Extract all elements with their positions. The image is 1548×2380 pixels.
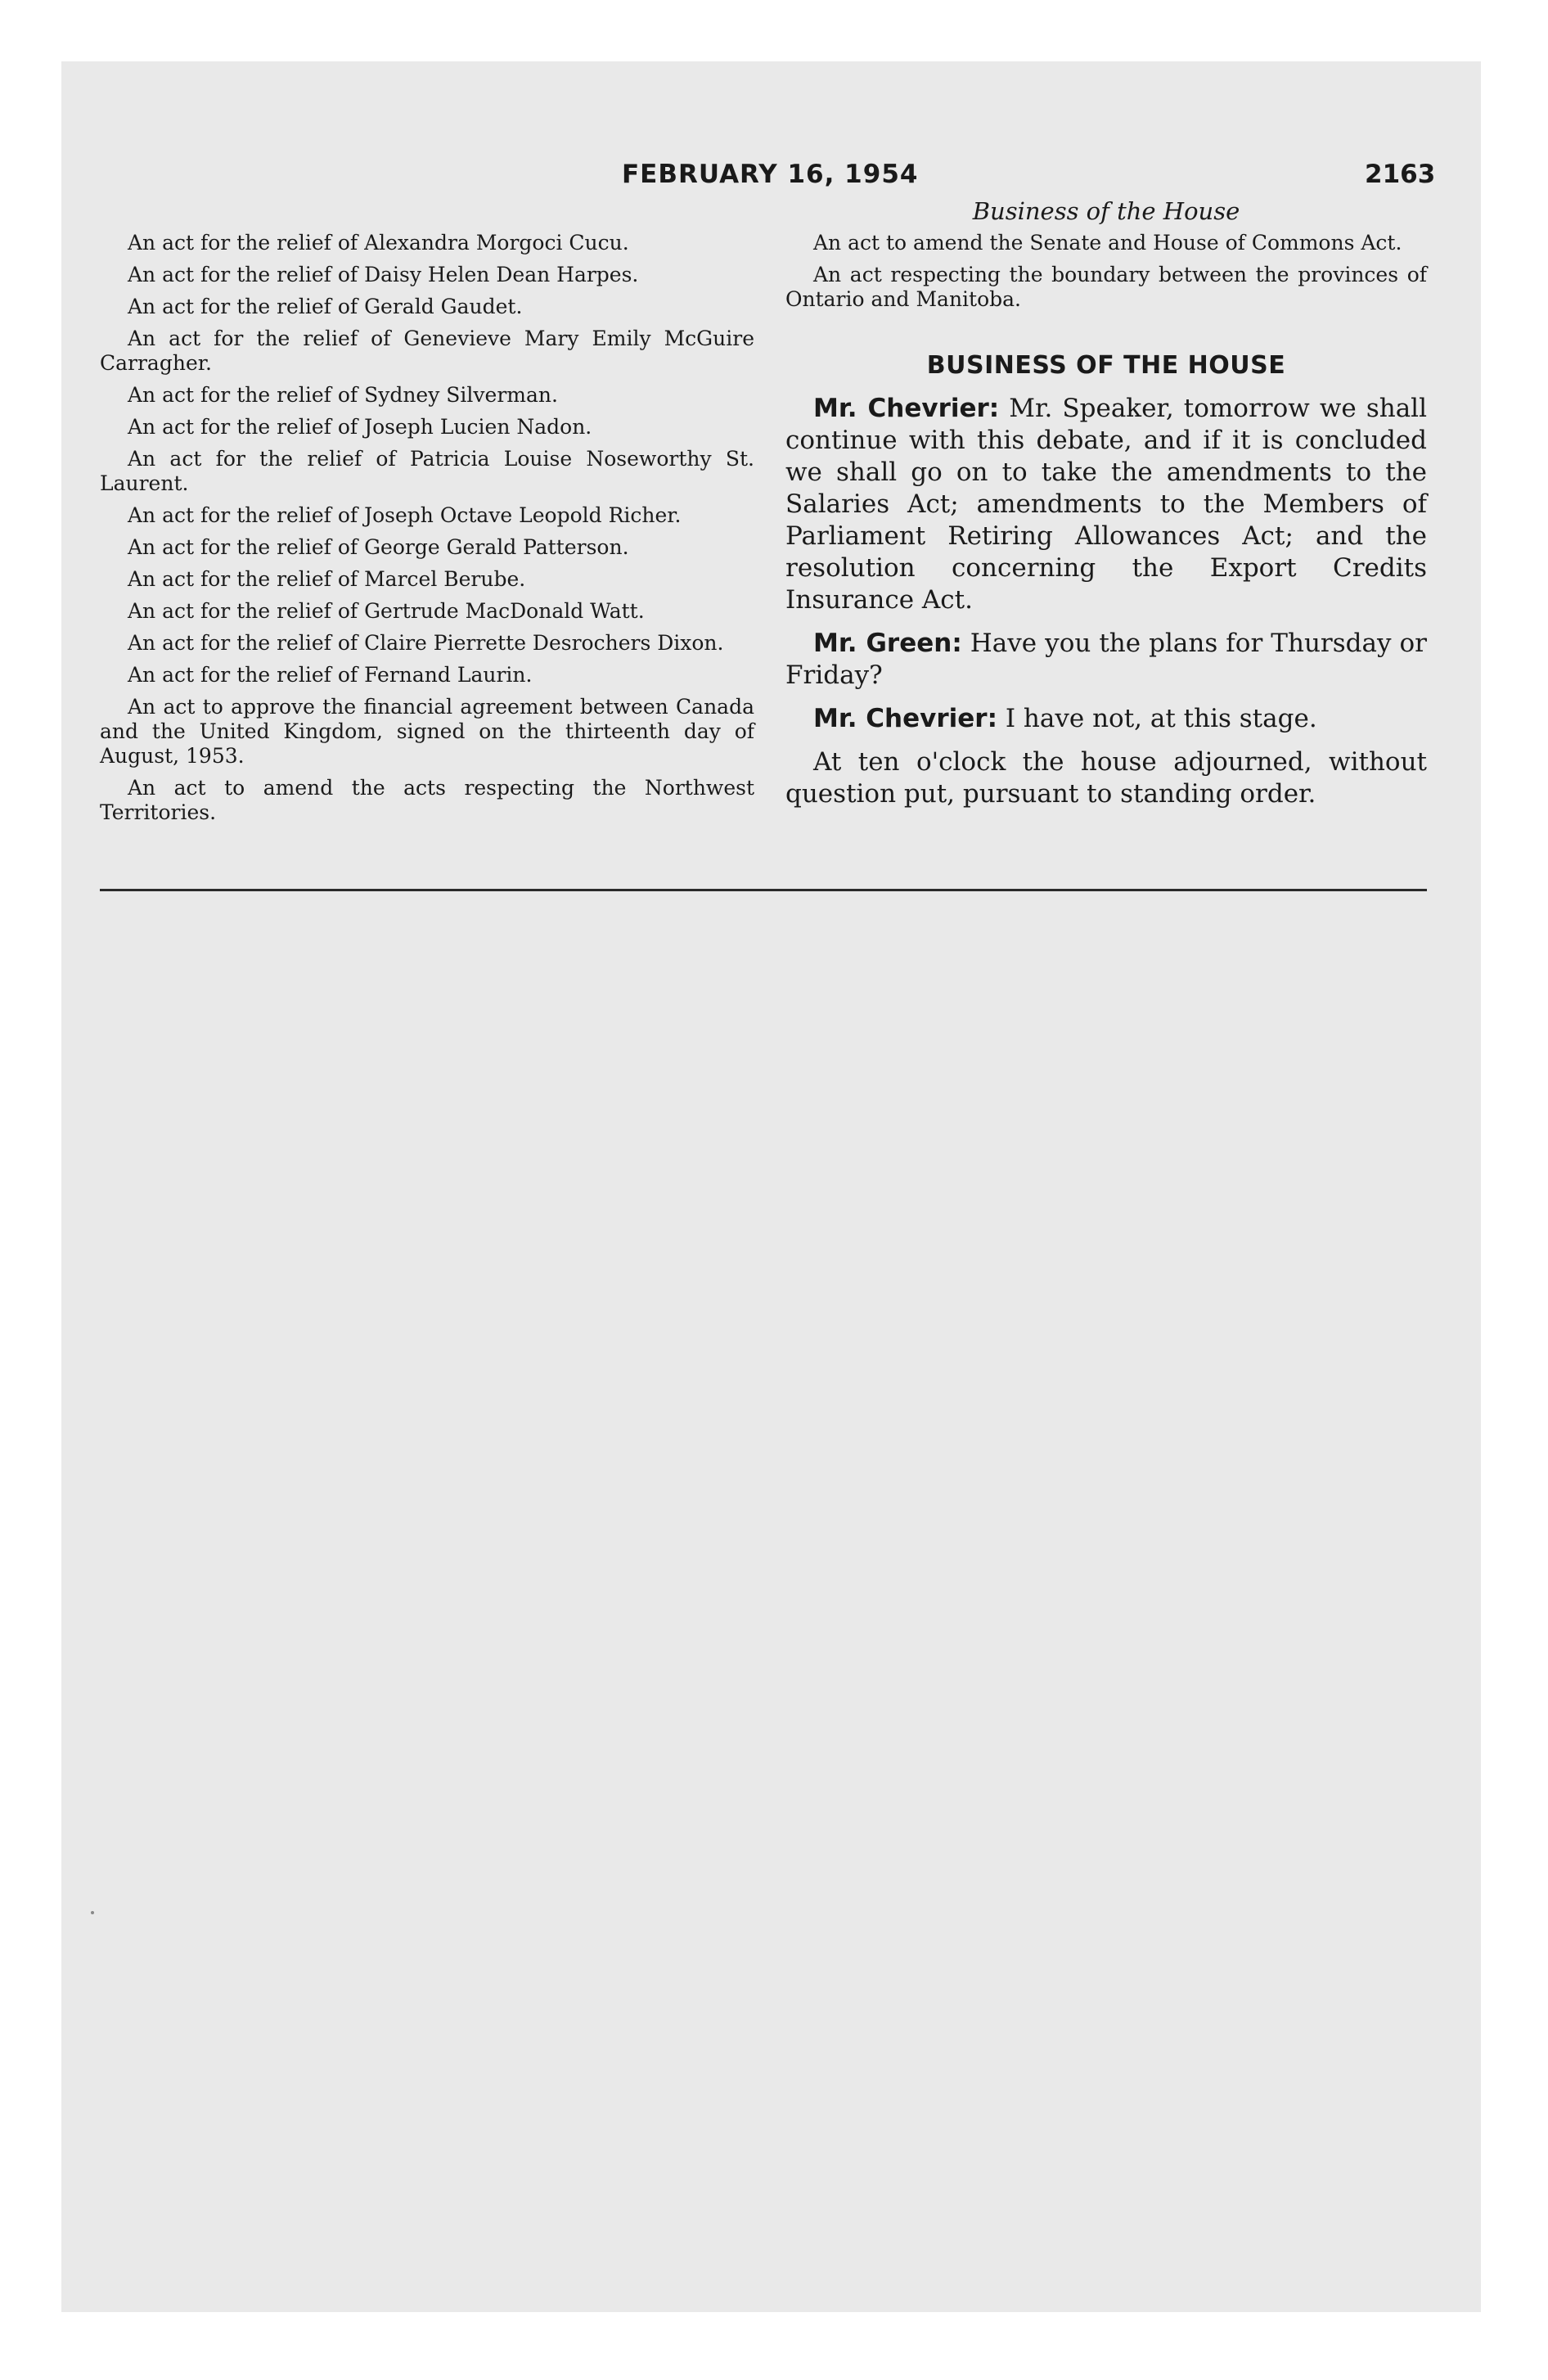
speaker-name: Mr. Green: <box>813 629 962 658</box>
act-item: An act for the relief of Joseph Octave Leopold Richer. <box>128 503 682 527</box>
right-column <box>785 196 1427 822</box>
page-header <box>0 160 1548 192</box>
page-number: 2163 <box>1365 160 1436 189</box>
act-item: An act for the relief of Sydney Silverman. <box>128 383 558 407</box>
speech-paragraph <box>785 393 1427 616</box>
act-item: An act for the relief of Marcel Berube. <box>128 567 526 591</box>
speech-text: I have not, at this stage. <box>1005 704 1317 733</box>
act-item: An act for the relief of Joseph Lucien Nadon. <box>128 415 592 439</box>
act-item: An act to amend the Senate and House of Commons Act. <box>813 231 1402 255</box>
scan-speck <box>91 1911 94 1914</box>
section-heading: BUSINESS OF THE HOUSE <box>926 351 1286 380</box>
horizontal-rule <box>100 889 1427 891</box>
act-item: An act for the relief of Fernand Laurin. <box>128 663 533 687</box>
act-item: An act for the relief of Daisy Helen Dean Harpes. <box>128 263 639 286</box>
act-item: An act for the relief of Claire Pierrette Desrochers Dixon. <box>128 631 724 655</box>
running-head: Business of the House <box>972 197 1240 225</box>
act-item: An act for the relief of Genevieve Mary Emily McGuire Carragher. <box>100 327 754 375</box>
act-item: An act for the relief of Alexandra Morgoci Cucu. <box>128 231 629 255</box>
act-item: An act for the relief of Gertrude MacDonald Watt. <box>128 599 645 623</box>
closing-paragraph: At ten o'clock the house adjourned, without question put, pursuant to standing order. <box>785 747 1427 809</box>
speaker-name: Mr. Chevrier: <box>813 394 1000 423</box>
left-column <box>100 231 754 832</box>
act-item: An act to approve the financial agreement between Canada and the United Kingdom, signed on the thirteenth day of August, 1953. <box>100 695 754 768</box>
speech-text: Have you the plans for Thursday or Friday? <box>785 629 1427 690</box>
header-date: FEBRUARY 16, 1954 <box>622 160 919 189</box>
act-item: An act for the relief of George Gerald Patterson. <box>128 535 629 559</box>
act-item: An act respecting the boundary between the provinces of Ontario and Manitoba. <box>785 263 1427 311</box>
act-item: An act for the relief of Gerald Gaudet. <box>128 295 523 318</box>
act-item: An act to amend the acts respecting the Northwest Territories. <box>100 776 754 824</box>
act-item: An act for the relief of Patricia Louise Noseworthy St. Laurent. <box>100 447 754 495</box>
speech-paragraph <box>785 628 1427 692</box>
speech-text: Mr. Speaker, tomorrow we shall continue with this debate, and if it is concluded we shall go on to take the amendments to the Salaries Act; amendments to the Members of Parliament Retiring Allowances Act; and the resolution concerning the Export Credits Insurance Act. <box>785 394 1428 615</box>
speaker-name: Mr. Chevrier: <box>813 704 997 733</box>
speech-paragraph <box>785 703 1427 735</box>
